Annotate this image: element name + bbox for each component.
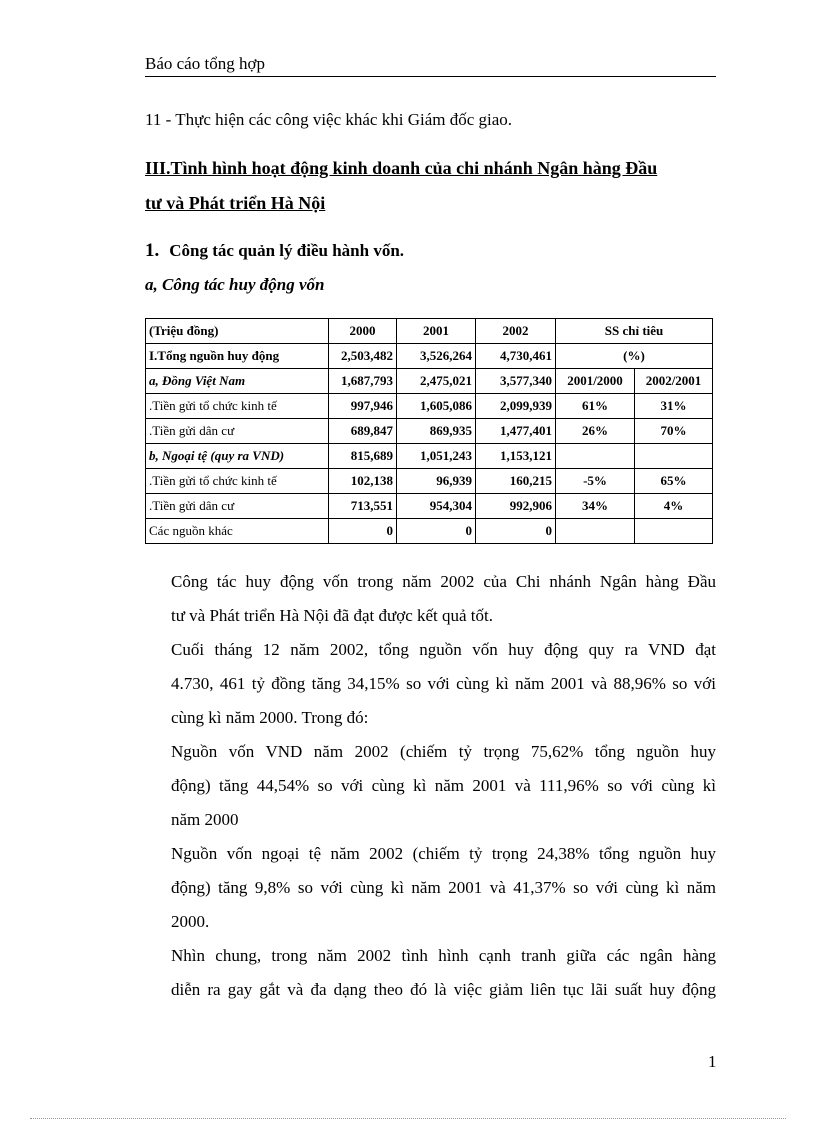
header-2001: 2001 [397, 319, 476, 344]
subsection-a-title: a, Công tác huy động vốn [145, 275, 325, 294]
subsection-1-text: Công tác quản lý điều hành vốn. [169, 241, 405, 260]
paragraph-line: Nhìn chung, trong năm 2002 tình hình cạnh tranh giữa các ngân hàng [171, 946, 716, 965]
table-row [146, 494, 713, 519]
cell-2002: 1,477,401 [476, 419, 556, 444]
cell-cmp2 [635, 519, 713, 544]
table-row [146, 469, 713, 494]
cell-cmp1: 61% [556, 394, 635, 419]
cell-cmp1: 26% [556, 419, 635, 444]
table-row [146, 344, 713, 369]
table-header-row [146, 319, 713, 344]
cell-2002: 4,730,461 [476, 344, 556, 369]
paragraph-line: 2000. [171, 912, 210, 931]
paragraph-line: 4.730, 461 tỷ đồng tăng 34,15% so với cùng kì năm 2001 và 88,96% so với [171, 674, 716, 693]
paragraph-line: Cuối tháng 12 năm 2002, tổng nguồn vốn huy động quy ra VND đạt [171, 640, 716, 659]
cell-cmp1 [556, 519, 635, 544]
cell-cmp1: 2001/2000 [556, 369, 635, 394]
capital-mobilization-table [145, 318, 713, 544]
subsection-1-title [145, 240, 404, 262]
paragraph-line: động) tăng 9,8% so với cùng kì năm 2001 và 41,37% so với cùng kì năm [171, 878, 716, 897]
row-label: I.Tổng nguồn huy động [146, 344, 329, 369]
cell-cmp1: -5% [556, 469, 635, 494]
page-bottom-border [30, 1118, 786, 1119]
header-2002: 2002 [476, 319, 556, 344]
cell-2002: 2,099,939 [476, 394, 556, 419]
cell-2001: 96,939 [397, 469, 476, 494]
section-3-prefix: III. [145, 158, 171, 178]
section-3-title-line1 [145, 158, 657, 179]
cell-2001: 954,304 [397, 494, 476, 519]
cell-2000: 815,689 [329, 444, 397, 469]
cell-2000: 2,503,482 [329, 344, 397, 369]
header-unit: (Triệu đồng) [146, 319, 329, 344]
row-label: .Tiền gửi dân cư [146, 419, 329, 444]
row-label: .Tiền gửi tổ chức kinh tế [146, 394, 329, 419]
cell-2001: 2,475,021 [397, 369, 476, 394]
page-header: Báo cáo tổng hợp [145, 52, 716, 77]
cell-2002: 992,906 [476, 494, 556, 519]
cell-cmp2 [635, 444, 713, 469]
section-3-title-line2: tư và Phát triển Hà Nội [145, 193, 326, 213]
cell-2002: 160,215 [476, 469, 556, 494]
paragraph-1 [145, 565, 716, 633]
cell-cmp2: 2002/2001 [635, 369, 713, 394]
cell-cmp2: 70% [635, 419, 713, 444]
cell-2000: 713,551 [329, 494, 397, 519]
cell-2000: 0 [329, 519, 397, 544]
row-label: .Tiền gửi dân cư [146, 494, 329, 519]
paragraph-5 [145, 939, 716, 1007]
cell-cmp2: 65% [635, 469, 713, 494]
row-label: b, Ngoại tệ (quy ra VND) [146, 444, 329, 469]
cell-cmp1: 34% [556, 494, 635, 519]
cell-2001: 3,526,264 [397, 344, 476, 369]
header-ss: SS chỉ tiêu [556, 319, 713, 344]
cell-2000: 689,847 [329, 419, 397, 444]
row-label: Các nguồn khác [146, 519, 329, 544]
intro-line: 11 - Thực hiện các công việc khác khi Giám đốc giao. [145, 110, 513, 129]
paragraph-line: động) tăng 44,54% so với cùng kì năm 2001 và 111,96% so với cùng kì [171, 776, 716, 795]
row-label: .Tiền gửi tổ chức kinh tế [146, 469, 329, 494]
cell-2000: 102,138 [329, 469, 397, 494]
paragraph-line: cùng kì năm 2000. Trong đó: [171, 708, 369, 727]
paragraph-2 [145, 633, 716, 735]
cell-2001: 869,935 [397, 419, 476, 444]
section-3-title-text: Tình hình hoạt động kinh doanh của chi nhánh Ngân hàng Đầu [170, 158, 658, 178]
table-row [146, 369, 713, 394]
paragraph-4 [145, 837, 716, 939]
paragraph-line: Nguồn vốn VND năm 2002 (chiếm tỷ trọng 75,62% tổng nguồn huy [171, 742, 716, 761]
paragraph-line: năm 2000 [171, 810, 239, 829]
cell-2000: 1,687,793 [329, 369, 397, 394]
cell-2001: 1,605,086 [397, 394, 476, 419]
cell-cmp1 [556, 444, 635, 469]
paragraph-line: diễn ra gay gắt và đa dạng theo đó là việc giảm liên tục lãi suất huy động [171, 980, 716, 999]
cell-pct-unit: (%) [556, 344, 713, 369]
cell-2001: 1,051,243 [397, 444, 476, 469]
cell-2002: 3,577,340 [476, 369, 556, 394]
table-row [146, 519, 713, 544]
body-paragraphs [145, 565, 716, 1007]
page-number: 1 [708, 1052, 717, 1071]
cell-2000: 997,946 [329, 394, 397, 419]
cell-cmp2: 31% [635, 394, 713, 419]
paragraph-line: Công tác huy động vốn trong năm 2002 của Chi nhánh Ngân hàng Đầu [171, 572, 716, 591]
cell-cmp2: 4% [635, 494, 713, 519]
cell-2001: 0 [397, 519, 476, 544]
table-row [146, 444, 713, 469]
subsection-1-number: 1. [145, 240, 160, 261]
table-row [146, 394, 713, 419]
paragraph-3 [145, 735, 716, 837]
paragraph-line: Nguồn vốn ngoại tệ năm 2002 (chiếm tỷ trọng 24,38% tổng nguồn huy [171, 844, 716, 863]
header-2000: 2000 [329, 319, 397, 344]
paragraph-line: tư và Phát triển Hà Nội đã đạt được kết quả tốt. [171, 606, 494, 625]
cell-2002: 1,153,121 [476, 444, 556, 469]
row-label: a, Đồng Việt Nam [146, 369, 329, 394]
table-row [146, 419, 713, 444]
cell-2002: 0 [476, 519, 556, 544]
